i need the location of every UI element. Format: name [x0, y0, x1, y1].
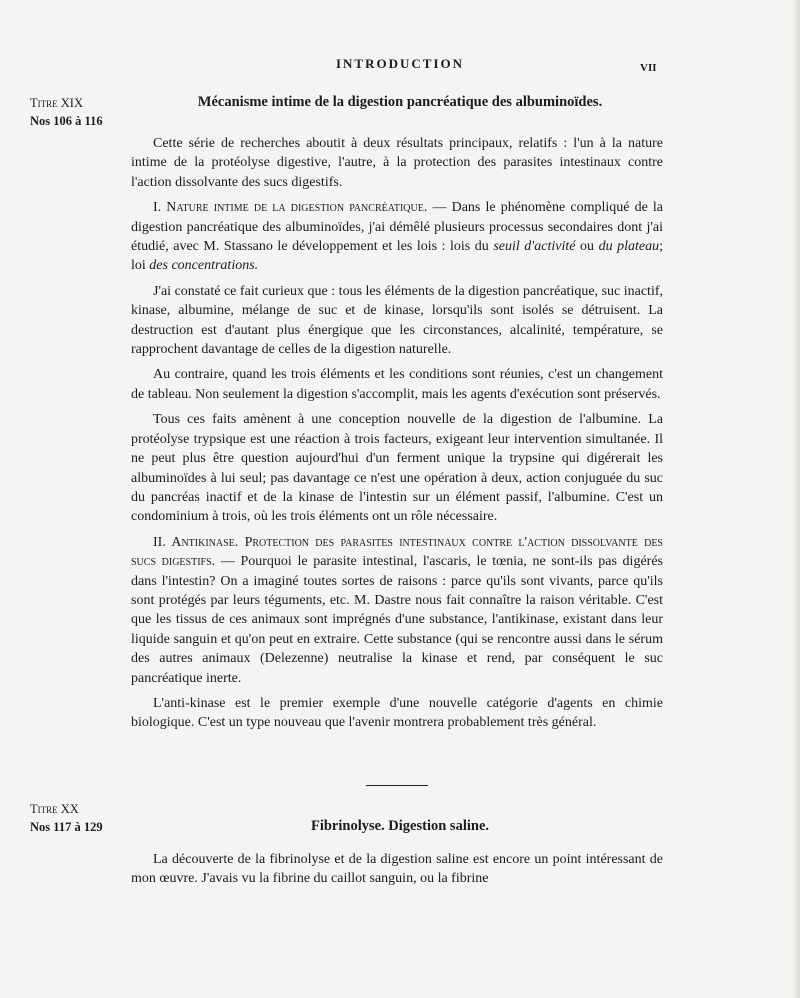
paragraph: Cette série de recherches aboutit à deux résultats principaux, relatifs : l'un à la nature intime de la protéolyse digestive, l'autre, à la protection des parasites intestinaux contre l'action dissolvante des sucs digestifs.	[131, 136, 663, 190]
emphasis: des concentrations.	[149, 258, 259, 274]
paragraph-text: — Dans le phénomène compliqué de la digestion pancréatique des albuminoïdes, j'ai démêlé plusieurs processus secondaires dont j'ai étudié, avec M. Stassano le développement et les lois : lois du	[131, 200, 664, 255]
margin-note-range: Nos 117 à 129	[30, 820, 103, 834]
paragraph: J'ai constaté ce fait curieux que : tous les éléments de la digestion pancréatique, suc inactif, kinase, albumine, mélange de suc et de kinase, lorsqu'ils sont isolés se détruisent. La destruction est d'autant plus énergique que les circonstances, alcalinité, température, se rapprochent davantage de celles de la digestion naturelle.	[131, 283, 663, 358]
emphasis: du plateau	[598, 239, 660, 255]
paragraph	[131, 533, 663, 688]
paragraph	[131, 198, 663, 276]
paragraph: La découverte de la fibrinolyse et de la digestion saline est encore un point intéressant de mon œuvre. J'avais vu la fibrine du caillot sanguin, ou la fibrine	[131, 852, 663, 887]
running-header: INTRODUCTION	[335, 56, 464, 71]
paragraph: Tous ces faits amènent à une conception nouvelle de la digestion de l'albumine. La protéolyse trypsique est une réaction à trois facteurs, exigeant leur intervention simultanée. Il ne peut plus être question aujourd'hui d'un ferment unique la trypsine qui digérerait les albuminoïdes à lui seul; pas davantage ce n'est une opération à deux, action conjuguée du suc du pancréas inactif et de la kinase de l'intestin sur un élément passif, l'albumine. C'est un condominium à trois, où les trois éléments ont un rôle nécessaire.	[131, 412, 663, 525]
page-edge-shadow	[792, 0, 800, 998]
paragraph: L'anti-kinase est le premier exemple d'une nouvelle catégorie d'agents en chimie biologique. C'est un type nouveau que l'avenir montrera probablement très général.	[131, 695, 663, 731]
section-title-fibrinolyse: Fibrinolyse. Digestion saline.	[310, 818, 490, 834]
section-title-digestion: Mécanisme intime de la digestion pancréatique des albuminoïdes.	[197, 94, 603, 110]
page-number: VII	[640, 62, 657, 74]
paragraph: Au contraire, quand les trois éléments et les conditions sont réunies, c'est un changement de tableau. Non seulement la digestion s'accomplit, mais les agents d'exécution sont préservés.	[131, 367, 663, 402]
margin-note-title: Titre XX	[30, 802, 79, 816]
emphasis: seuil d'activité	[493, 239, 576, 255]
paragraph-text: ; loi	[131, 239, 663, 274]
margin-note-range: Nos 106 à 116	[30, 114, 103, 128]
paragraph-text: ou	[575, 239, 599, 255]
margin-note-title: Titre XIX	[30, 96, 83, 110]
subsection-heading: I. Nature intime de la digestion pancréatique.	[153, 200, 428, 216]
section-divider	[366, 785, 428, 786]
paragraph-text: — Pourquoi le parasite intestinal, l'ascaris, le tœnia, ne sont-ils pas digérés dans l'intestin? On a imaginé toutes sortes de raisons : parce qu'ils sont vivants, parce qu'ils sont protégés par leurs téguments, etc. M. Dastre nous fait connaître la raison véritable. C'est que les tissus de ces animaux sont imprégnés d'une substance, l'antikinase, existant dans leur liquide sanguin et qu'on peut en extraire. Cette substance (qui se rencontre aussi dans le sérum des autres animaux (Delezenne) neutralise la kinase et rend, par conséquent le suc pancréatique inerte.	[131, 554, 663, 686]
subsection-heading: II. Antikinase. Protection des parasites intestinaux contre l'action dissolvante des sucs digestifs.	[131, 534, 663, 570]
section-body-fibrinolyse	[131, 850, 663, 895]
section-body-digestion	[131, 134, 663, 739]
